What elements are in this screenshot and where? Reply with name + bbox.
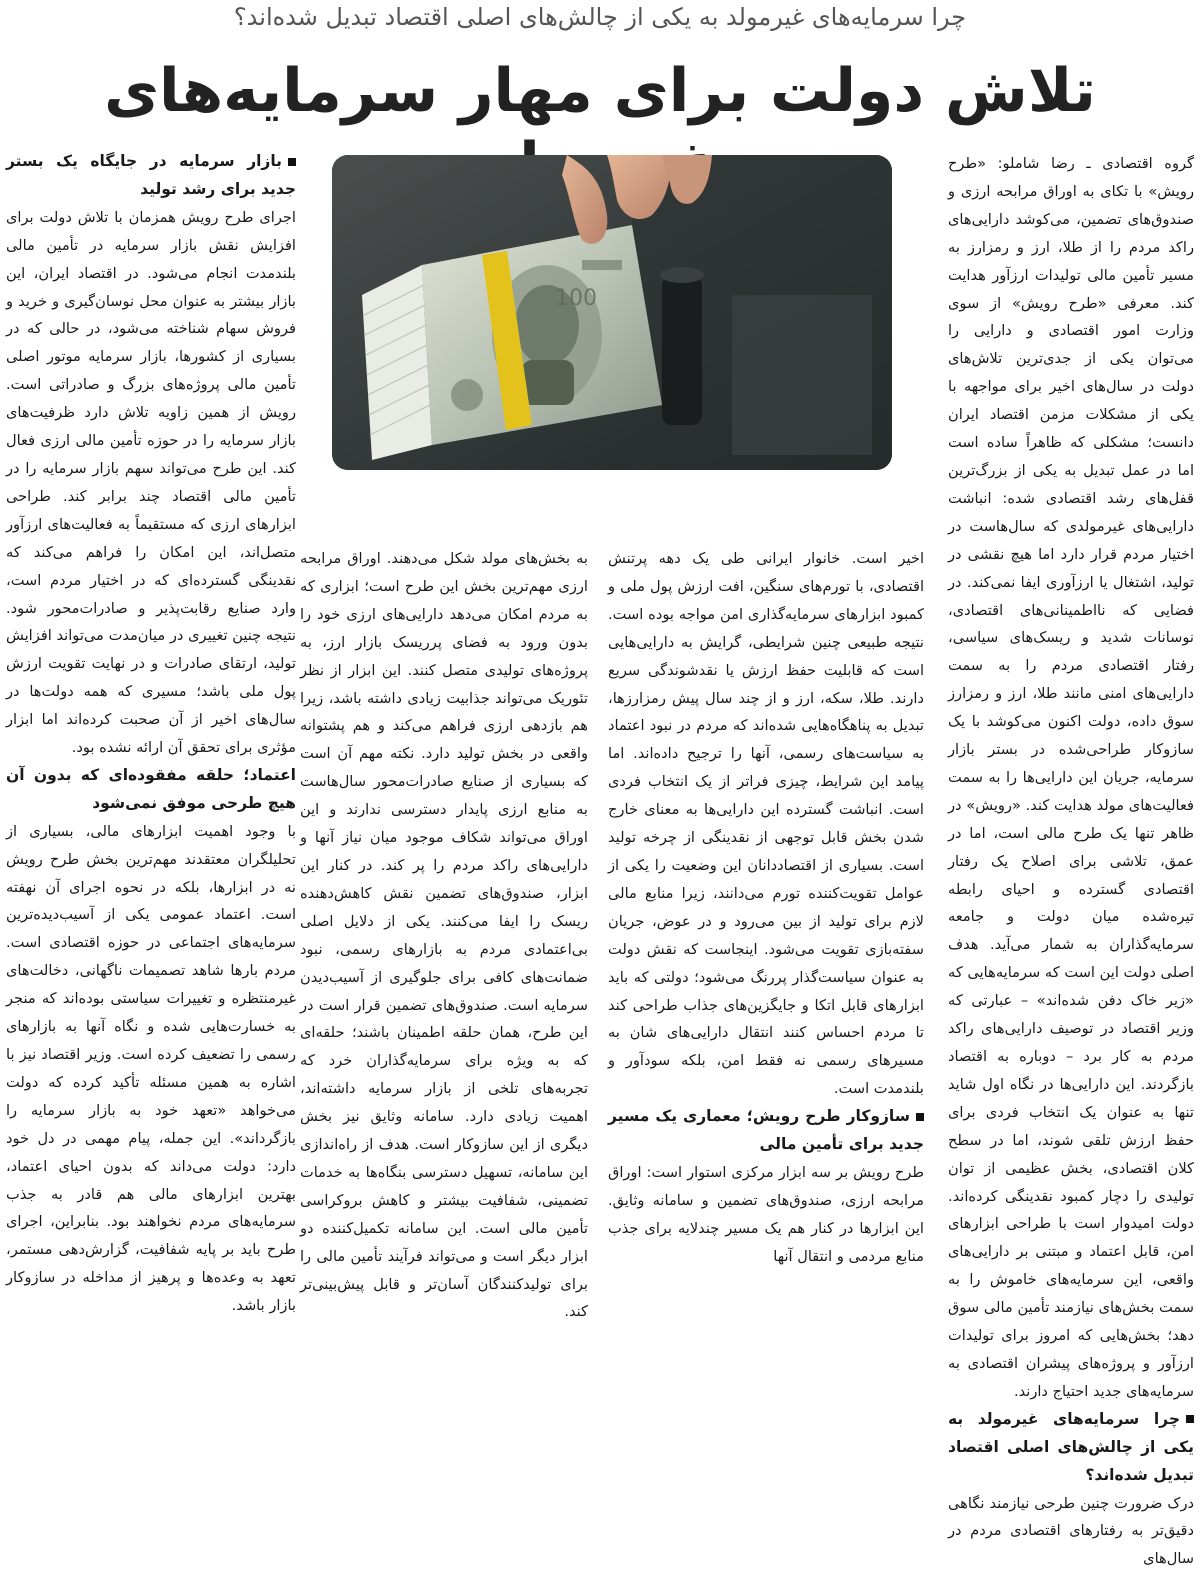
column-4: [300, 545, 588, 1240]
paragraph: درک ضرورت چنین طرحی نیازمند نگاهی دقیق‌تر به رفتارهای اقتصادی مردم در سال‌های: [948, 1490, 1194, 1573]
kicker: چرا سرمایه‌های غیرمولد به یکی از چالش‌های اصلی اقتصاد تبدیل شده‌اند؟: [0, 0, 1200, 36]
subhead-challenge: [948, 1406, 1194, 1490]
bullet-square-icon: [288, 158, 296, 166]
dollar-banknotes-photo: [332, 155, 892, 470]
column-1: [948, 150, 1194, 1240]
bullet-square-icon: [916, 1113, 924, 1121]
subhead-challenge-text: چرا سرمایه‌های غیرمولد به یکی از چالش‌های اصلی اقتصاد تبدیل شده‌اند؟: [948, 1410, 1194, 1484]
paragraph: اخیر است. خانوار ایرانی طی یک دهه پرتنش اقتصادی، با تورم‌های سنگین، افت ارزش پول ملی و کمبود ابزارهای سرمایه‌گذاری امن مواجه بوده است. نتیجه طبیعی چنین شرایطی، گرایش به دارایی‌هایی است که قابلیت حفظ ارزش یا نقدشوندگی سریع دارند. طلا، سکه، ارز و از چند سال پیش رمزارزها، تبدیل به پناهگاه‌هایی شده‌اند که مردم در نبود اعتماد به سیاست‌های رسمی، آنها را ترجیح داده‌اند. اما پیامد این شرایط، چیزی فراتر از یک انتخاب فردی است. انباشت گسترده این دارایی‌ها به معنای خارج شدن بخش قابل توجهی از نقدینگی از چرخه تولید است. بسیاری از اقتصاددانان این وضعیت را یکی از عوامل تقویت‌کننده تورم می‌دانند، زیرا منابع مالی لازم برای تولید از بین می‌رود و در عوض، جریان سفته‌بازی تقویت می‌شود. اینجاست که نقش دولت به عنوان سیاست‌گذار پررنگ می‌شود؛ دولتی که باید ابزارهای قابل اتکا و جایگزین‌های جذاب طراحی کند تا مردم احساس کنند انتقال دارایی‌های شان به مسیرهای رسمی نه فقط امن، بلکه سودآور و بلندمدت است.: [608, 545, 924, 1103]
bullet-square-icon: [1186, 1415, 1194, 1423]
subhead-capital-market: [6, 148, 296, 204]
column-3: [608, 545, 924, 1240]
paragraph: به بخش‌های مولد شکل می‌دهند. اوراق مرابحه ارزی مهم‌ترین بخش این طرح است؛ ابزاری که به مردم امکان می‌دهد دارایی‌های ارزی خود را بدون ورود به فضای پرریسک بازار ارز، به پروژه‌های تولیدی متصل کنند. این ابزار از نظر تئوریک می‌تواند جذابیت زیادی داشته باشد، زیرا هم بازدهی ارزی فراهم می‌کند و هم پشتوانه واقعی در بخش تولید دارد. نکته مهم آن است که بسیاری از صنایع صادرات‌محور سال‌هاست به منابع ارزی پایدار دسترسی ندارند و این اوراق می‌تواند شکاف موجود میان نیاز آنها و دارایی‌های راکد مردم را پر کند. در کنار این ابزار، صندوق‌های تضمین نقش کاهش‌دهنده ریسک را ایفا می‌کنند. یکی از دلایل اصلی بی‌اعتمادی مردم به بازارهای رسمی، نبود ضمانت‌های کافی برای جلوگیری از آسیب‌دیدن سرمایه است. صندوق‌های تضمین قرار است در این طرح، همان حلقه اطمینان باشند؛ حلقه‌ای که به ویژه برای سرمایه‌گذاران خرد که تجربه‌های تلخی از بازار سرمایه داشته‌اند، اهمیت زیادی دارد. سامانه وثایق نیز بخش دیگری از این سازوکار است. هدف از راه‌اندازی این سامانه، تسهیل دسترسی بنگاه‌ها به خدمات تضمینی، شفافیت بیشتر و کاهش بروکراسی تأمین مالی است. این سامانه تکمیل‌کننده دو ابزار دیگر است و می‌تواند فرآیند تأمین مالی را برای تولیدکنندگان آسان‌تر و قابل پیش‌بینی‌تر کند.: [300, 545, 588, 1326]
subhead-trust-text: اعتماد؛ حلقه مفقوده‌ای که بدون آن هیچ طرحی موفق نمی‌شود: [6, 766, 296, 812]
subhead-capital-market-text: بازار سرمایه در جایگاه یک بستر جدید برای رشد تولید: [6, 152, 296, 198]
svg-text:100: 100: [555, 286, 597, 311]
lead-paragraph: گروه اقتصادی ـ رضا شاملو: «طرح رویش» با تکای به اوراق مرابحه ارزی و صندوق‌های تضمین، می‌کوشد دارایی‌های راکد مردم را از طلا، ارز و رمزارز به مسیر تأمین مالی تولیدات ارزآور هدایت کند. معرفی «طرح رویش» از سوی وزارت امور اقتصادی و دارایی را می‌توان یکی از جدی‌ترین تلاش‌های دولت در سال‌های اخیر برای مواجهه با یکی از مشکلات مزمن اقتصاد ایران دانست؛ مشکلی که ظاهراً ساده است اما در عمل تبدیل به یکی از بزرگ‌ترین قفل‌های رشد اقتصادی شده: انباشت دارایی‌های غیرمولدی که سال‌هاست در اختیار مردم قرار دارد اما هیچ نقشی در تولید، اشتغال یا ارزآوری ایفا نمی‌کند. در فضایی که نااطمینانی‌های اقتصادی، نوسانات شدید و ریسک‌های سیاسی، رفتار اقتصادی مردم را به سمت دارایی‌های امنی مانند طلا، ارز و رمزارز سوق داده، دولت اکنون می‌کوشد با یک سازوکار طراحی‌شده در بستر بازار سرمایه، جریان این دارایی‌ها را به سمت فعالیت‌های مولد هدایت کند. «رویش» در ظاهر تنها یک طرح مالی است، اما در عمق، تلاشی برای اصلاح یک رفتار اقتصادی گسترده و احیای رابطه تیره‌شده میان دولت و جامعه سرمایه‌گذاران به شمار می‌آید. هدف اصلی دولت این است که سرمایه‌هایی که «زیر خاک دفن شده‌اند» – عبارتی که وزیر اقتصاد در توصیف دارایی‌های راکد مردم به کار برد – دوباره به اقتصاد بازگردند. این دارایی‌ها در نگاه اول شاید تنها به عنوان یک انتخاب فردی برای حفظ ارزش تلقی شوند، اما در سطح کلان اقتصادی، بخش عظیمی از توان تولیدی را دچار کمبود نقدینگی کرده‌اند. دولت امیدوار است با طراحی ابزارهای امن، قابل اعتماد و مبتنی بر دارایی‌های واقعی، این سرمایه‌های خاموش را به سمت بخش‌های نیازمند تأمین مالی سوق دهد؛ بخش‌هایی که امروز برای تولیدات ارزآور و پروژه‌های پیشران اقتصادی به سرمایه‌های جدید احتیاج دارند.: [948, 150, 1194, 1406]
subhead-mechanism-text: سازوکار طرح رویش؛ معماری یک مسیر جدید برای تأمین مالی: [608, 1107, 924, 1153]
subhead-trust: [6, 762, 296, 818]
subhead-mechanism: [608, 1103, 924, 1159]
paragraph: طرح رویش بر سه ابزار مرکزی استوار است: اوراق مرابحه ارزی، صندوق‌های تضمین و سامانه وثایق. این ابزارها در کنار هم یک مسیر چندلایه برای جذب منابع مردمی و انتقال آنها: [608, 1159, 924, 1271]
column-2: [6, 148, 296, 1240]
paragraph: با وجود اهمیت ابزارهای مالی، بسیاری از تحلیلگران معتقدند مهم‌ترین بخش طرح رویش نه در ابزارها، بلکه در نحوه اجرای آن نهفته است. اعتماد عمومی یکی از آسیب‌دیده‌ترین سرمایه‌های اجتماعی در حوزه اقتصادی است. مردم بارها شاهد تصمیمات ناگهانی، دخالت‌های غیرمنتظره و تغییرات سیاستی بوده‌اند که منجر به خسارت‌هایی شده و نگاه آنها به بازارهای رسمی را تضعیف کرده است. وزیر اقتصاد نیز با اشاره به همین مسئله تأکید کرده که دولت می‌خواهد «تعهد خود به بازار سرمایه را بازگرداند». این جمله، پیام مهمی در دل خود دارد: دولت می‌داند که بدون احیای اعتماد، بهترین ابزارهای مالی هم قادر به جذب سرمایه‌های مردم نخواهند بود. بنابراین، اجرای طرح باید بر پایه شفافیت، گزارش‌دهی مستمر، تعهد به وعده‌ها و پرهیز از مداخله در سازوکار بازار باشد.: [6, 818, 296, 1320]
headline: تلاش دولت برای مهار سرمایه‌های: [20, 54, 1180, 130]
paragraph: اجرای طرح رویش همزمان با تلاش دولت برای افزایش نقش بازار سرمایه در تأمین مالی بلندمدت انجام می‌شود. در اقتصاد ایران، این بازار بیشتر به عنوان محل نوسان‌گیری و خرید و فروش سهام شناخته می‌شود، در حالی که در بسیاری از کشورها، بازار سرمایه موتور اصلی تأمین مالی پروژه‌های بزرگ و صادراتی است. رویش از همین زاویه تلاش دارد ظرفیت‌های بازار سرمایه را در حوزه تأمین مالی ارزی فعال کند. این طرح می‌تواند سهم بازار سرمایه را در تأمین مالی اقتصاد چند برابر کند. طراحی ابزارهای ارزی که مستقیماً به فعالیت‌های ارزآور متصل‌اند، این امکان را فراهم می‌کند که نقدینگی گسترده‌ای که در اختیار مردم است، وارد صنایع رقابت‌پذیر و صادرات‌محور شود. نتیجه چنین تغییری در میان‌مدت می‌تواند افزایش تولید، ارتقای صادرات و در نهایت تقویت ارزش پول ملی باشد؛ مسیری که همه دولت‌ها در سال‌های اخیر از آن صحبت کرده‌اند اما ابزار مؤثری برای تحقق آن ارائه نشده بود.: [6, 204, 296, 762]
